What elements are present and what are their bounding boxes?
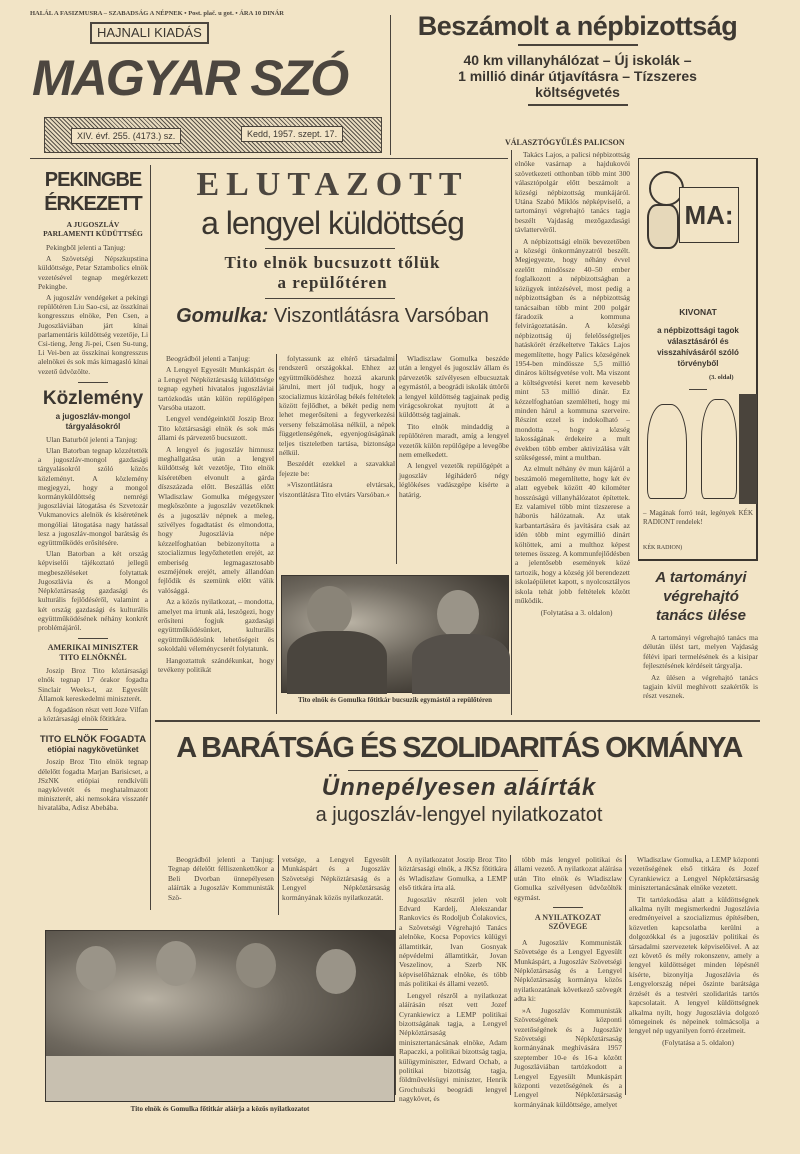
signing-photo-caption: Tito elnök és Gomulka főtitkár aláírja a közös nyilatkozatot bbox=[130, 1105, 310, 1113]
photo-figure bbox=[437, 590, 479, 638]
kozlemeny-subhead: a jugoszláv-mongol tárgyalásokról bbox=[55, 411, 131, 431]
paragraph: Hangoztattuk szándékunkat, hogy tevékeny politikát bbox=[158, 655, 274, 674]
photo-table bbox=[46, 1056, 394, 1101]
tito-fogadta-article bbox=[38, 734, 148, 755]
issue-date: Kedd, 1957. szept. 17. bbox=[241, 126, 343, 142]
customer-cartoon-icon bbox=[701, 399, 737, 499]
paragraph: (Folytatása a 5. oldalon) bbox=[662, 1037, 734, 1047]
paragraph: Lengyel részről a nyilatkozat aláírásán részt vett Jozef Cyrankiewicz a LEMP politikai bizottságának tagja, a Lengyel Népköztársaság minisztertanácsának elnöke, Adam Rapaczki, a politikai bizottság tagja, külügyminiszter, Edward Ochab, a politikai bizottság tagja, földművelésügyi miniszter, Henrik Grochulszki beográdi lengyel nagykövet, és bbox=[399, 990, 507, 1104]
nyilatkozat-heading: A NYILATKOZAT SZÖVEGE bbox=[534, 913, 602, 932]
column-rule bbox=[278, 855, 279, 915]
elutazott-article-header bbox=[155, 166, 510, 328]
elutazott-headline: ELUTAZOTT bbox=[196, 166, 469, 203]
paragraph: Joszip Broz Tito elnök tegnap délelőtt fogadta Marjan Barisicset, a JSzNK etiópiai rendkívüli nagykövetét és meghatalmazott miniszterét, aki nemsokára visszatér hivatalába, Adisz Abebába. bbox=[38, 757, 148, 813]
top-story-subhead-1: 40 km villanyhálózat – Új iskolák – bbox=[463, 52, 692, 68]
paragraph: Beográdból jelenti a Tanjug: bbox=[166, 354, 251, 363]
cartoon-box-title: KIVONAT bbox=[679, 307, 717, 317]
divider bbox=[348, 770, 538, 771]
paragraph: A nyilatkozatot Joszip Broz Tito köztársasági elnök, a JKSz főtitkára és Wladiszlaw Gomulka, a LEMP első titkára írta alá. bbox=[399, 855, 507, 893]
paragraph: »A Jugoszláv Kommunisták Szövetségének központi vezetőségének és a Jugoszláv Szövetségi Népköztársaság kormányának meghívására 1957 szeptember 10-e és 16-a között Jugoszláviában tartózkodott a Lengyel Egyesült Munkáspárt központi vezetőségének és a Lengyel Népköztársaság kormányának küldöttsége, amelyet bbox=[514, 1005, 622, 1109]
okmany-col-5 bbox=[629, 855, 759, 1049]
okmany-headline: A BARÁTSÁG ÉS SZOLIDARITÁS OKMÁNYA bbox=[176, 732, 742, 764]
signing-photo bbox=[45, 930, 395, 1102]
okmany-col-1: Beográdból jelenti a Tanjug: Tegnap délelőtt félliszenkettőkor a Beli Dvorban ünnepélyesen aláírták a Jugoszláv Kommunisták Szö- bbox=[168, 855, 274, 902]
pekingbe-headline: PEKINGBE bbox=[44, 169, 142, 191]
elutazott-col-1 bbox=[158, 354, 274, 676]
top-story-kicker: VÁLASZTÓGYŰLÉS PALICSON bbox=[505, 138, 625, 147]
paragraph: Pekingből jelenti a Tanjug: bbox=[46, 243, 126, 252]
tito-fogadta-headline: TITO ELNÖK FOGADTA bbox=[39, 734, 147, 746]
column-rule bbox=[395, 855, 396, 1095]
column-rule bbox=[396, 354, 397, 564]
pekingbe-body bbox=[38, 243, 148, 378]
paragraph: A Jugoszláv Kommunisták Szövetsége és a Lengyel Egyesült Munkáspárt, a Jugoszláv Szövetségi Népköztársaság és a Lengyel Népköztársaság kormánya közös nyilatkozatának következő szövegét adta ki: bbox=[514, 937, 622, 1004]
okmany-col-4 bbox=[514, 855, 622, 1111]
ad-footnote: KÉK RADION) bbox=[643, 545, 683, 551]
issue-number: XIV. évf. 255. (4173.) sz. bbox=[71, 128, 181, 144]
photo-figure bbox=[412, 634, 510, 694]
top-story-header bbox=[395, 10, 760, 106]
top-story-headline: Beszámolt a népbizottság bbox=[417, 11, 738, 41]
column-rule bbox=[510, 855, 511, 1095]
gomulka-quote-speaker: Gomulka: bbox=[176, 305, 269, 327]
kozlemeny-article bbox=[38, 387, 148, 435]
column-rule bbox=[625, 855, 626, 1095]
paragraph: Beszédét ezekkel a szavakkal fejezte be: bbox=[279, 459, 395, 478]
paragraph: A Lengyel Egyesült Munkáspárt és a Lengyel Népköztársaság küldöttsége tegnap egyheti hivatalos jugoszláviai tartózkodás után külön repülőgépen Varsóba utazott. bbox=[158, 365, 274, 413]
column-rule bbox=[511, 150, 512, 715]
okmany-header bbox=[158, 728, 760, 828]
photo-figure bbox=[156, 941, 196, 986]
elutazott-subhead-2: a repülőtéren bbox=[277, 273, 388, 292]
paragraph: A fogadáson részt vett Joze Vilfan a köztársasági elnök főtitkára. bbox=[38, 704, 148, 724]
paragraph: Ulan Batorban tegnap közzétették a jugoszláv-mongol gazdasági tárgyalásokról szóló közös közleményt. A közlemény megjegyzi, hogy a mongol kormányküldöttség nemrégi jugoszláviai látogatása és Szvetozár Vukmanovics alelnök és kíséretének mongóliai látogatása nagy hatással lesz a jugoszláv-mongol barátság és együttműködés erősítésére. bbox=[38, 446, 148, 548]
paragraph: Wladiszlaw Gomulka, a LEMP központi vezetőségének első titkára és Jozef Cyrankiewicz a Lengyel Népköztársaság minisztertanácsának elnöke vezetett. bbox=[629, 855, 759, 893]
cartoon-box-text: a népbizottsági tagok választásáról és visszahívásáról szóló törvényből bbox=[657, 326, 739, 368]
pekingbe-headline-2: ÉRKEZETT bbox=[44, 193, 142, 215]
cartoon-sign: MA: bbox=[679, 187, 739, 243]
divider bbox=[265, 298, 395, 299]
section-rule bbox=[155, 720, 760, 722]
ad-caption: – Magának forró teát, legények KÉK RADIONT rendelek! bbox=[643, 509, 753, 527]
cartoon-box bbox=[638, 158, 758, 561]
paragraph: Ulan Batorban a két ország képviselői tájékoztató jellegű megbeszéléseket folytattak Jugoszlávia és a Mongol Népköztársaság gazdasági és kulturális fejlődéséről, valamint a két ország gazdasági és kulturális együttműködésének néhány konkrét problémájáról. bbox=[38, 549, 148, 632]
paragraph: folytassunk az eltérő társadalmi rendszerű országokkal. Ehhez az együttműködéshez hozzá akarunk járulni, mert jól tudjuk, hogy a szocializmus kizárólag békés feltételek között fejlődhet, a békét pedig nem lehet megerősíteni a fegyverkezési verseny felszámolása nélkül, a népek függetlenségének, egyenjogúságának teljes tiszteletben tartása, biztonsága nélkül. bbox=[279, 354, 395, 458]
farewell-photo-caption: Tito elnök és Gomulka főtitkár bucsuzik egymástól a repülőtéren bbox=[298, 696, 492, 704]
newsboy-body bbox=[647, 204, 679, 249]
gomulka-quote-text: Viszontlátásra Varsóban bbox=[273, 305, 489, 327]
masthead-slogan: HALÁL A FASIZMUSRA – SZABADSÁG A NÉPNEK • Post. plač. u got. • ÁRA 10 DINÁR bbox=[30, 10, 284, 17]
paragraph: Takács Lajos, a palicsi népbizottság elnöke vasárnap a hajdukovói szövetkezeti otthonban több mint 300 választópolgár előtt beszámolt a községi népbizottság munkájáról. Utána Szabó Miklós népképviselő, a tartományi végrehajtó tanács tagja beszélt Vajdaság mezőgazdasági távlattervéről. bbox=[515, 150, 630, 235]
elutazott-headline-2: a lengyel küldöttség bbox=[201, 205, 464, 241]
left-column bbox=[38, 168, 148, 815]
paragraph: Tit tartózkodása alatt a küldöttségnek alkalma nyílt megismerkedni Jugoszlávia eredményeivel a szocializmus építésében, közvetlen kapcsolatba kerülni a dolgozókkal és a jugoszláv politikai és társadalmi szervezetek képviselőivel. A az ezt követő és mély rokonszenv, amely a lengyel küldöttséget minden lépésnél kísérte, bizonyítja Jugoszlávia és Lengyelország népei őszinte barátsága érzését és a testvéri szolidaritás tartós kapcsolatait. A lengyel küldöttségnek alkalma nyílt, hogy Jugoszlávia dolgozó tömegeinek és népeinek tolmácsolja a lengyel nép ugyanilyen forró érzelmeit. bbox=[629, 894, 759, 1036]
tartomanyi-body bbox=[643, 633, 758, 703]
paragraph: Wladiszlaw Gomulka beszéde után a lengyel és jugoszláv állam és párvezetők szívélyesen elbucsuztak egymástól, a beográdi iskolák úttörői a lengyel küldöttség tagjainak pedig virágcsokrokat nyujtott át a küldöttség tagjainak. bbox=[399, 354, 509, 420]
kozlemeny-body bbox=[38, 435, 148, 634]
masthead bbox=[30, 10, 388, 155]
divider bbox=[78, 638, 108, 639]
issue-bar bbox=[44, 117, 382, 153]
paragraph: Az ülésen a végrehajtó tanács tagjain kívül meghívott szakértők is részt vesznek. bbox=[643, 672, 758, 701]
column-rule bbox=[150, 165, 151, 910]
okmany-subhead: Ünnepélyesen aláírták bbox=[321, 774, 597, 801]
photo-figure bbox=[287, 631, 387, 694]
photo-figure bbox=[307, 586, 352, 636]
divider bbox=[528, 104, 628, 106]
paragraph: A népbizottsági elnök bevezetőben a községi önkormányzatról beszélt. Megjegyezte, hogy néhány évvel ezelőtt mindössze 40–50 ember foglalkozott a népbizottságban a közügyek intézésével, most pedig a népbizottságban és a népbizottság tanácsaiban több mint 200 polgár fáradozik a kommuna felvirágoztatásán. A községi népbizottság új felelősségteljes hatáskörét érzékeltetve Takács Lajos megemlítette, hogy Palics községének 1954-ben mindössze 5,5 millió dináros költségvetése volt. Ma viszont a költségvetési keret nem kevesebb mint 53 millió dinár. Ez kézzelfoghatóan szemlélteti, hogy mi minden hárul a kommuna szerveire. Részint ezzel is indokolható – mondotta –, hogy a község lakosságának érdekeire a mult években több ember aktivizálása vált szükségessé, mint a multban. bbox=[515, 236, 630, 462]
paragraph: A lengyel vezetők repülőgépét a jugoszláv légiháderő négy léglökéses vadászgépe kísérte a határig. bbox=[399, 461, 509, 499]
divider bbox=[78, 729, 108, 730]
edition-stamp: HAJNALI KIADÁS bbox=[90, 22, 209, 44]
paragraph: Az a közös nyilatkozat, – mondotta, amelyet ma írtunk alá, leszögezi, hogy erősíteni fogjuk gazdasági együttműködésünket, kulturális együttműködésünk lehetőségeit és sokoldalú véleménycserét folytatunk. bbox=[158, 597, 274, 654]
gomulka-quote bbox=[155, 304, 510, 328]
paragraph: Joszip Broz Tito köztársasági elnök tegnap 17 órakor fogadta Sinclair Weeks-t, az Egyesült Államok kereskedelmi miniszterét. bbox=[38, 666, 148, 703]
photo-figure bbox=[76, 946, 116, 991]
paragraph: A Szövetségi Népszkupstina küldöttsége, Petar Sztambolics elnök vezetésével tegnap megérkezett Pekingbe. bbox=[38, 254, 148, 291]
paragraph: A lengyel és jugoszláv himnusz meghallgatása után a lengyel küldöttség két vezetője, Tito elnök kíséretében elvonult a gárda díszszázada előtt. Beszállás előtt Wladiszlaw Gomulka mégegyszer megköszönte a jugoszláv vezetőknek és a jugoszláv népnek a meleg, szívélyes fogadtatást és elmondotta, hogy Jugoszlávia népe kézzelfoghatóan bebizonyította a szocializmus legyőzhetetlen erejét, az emberiség legmagasztosabb eszméjének erejét, amely állandóan fejlődik és szemünk előtt válik valósággá. bbox=[158, 444, 274, 595]
paragraph: (Folytatása a 3. oldalon) bbox=[540, 607, 613, 617]
paragraph: A tartományi végrehajtó tanács ma délután ülést tart, melyen Vajdaság félévi ipari termelésének és a kisipar fejlesztésének kérdéseit tárgyalja. bbox=[643, 633, 758, 671]
photo-figure bbox=[236, 943, 276, 988]
wall-shadow bbox=[739, 394, 757, 504]
paragraph: Lengyel vendégeinktől Joszip Broz Tito köztársasági elnök és sok más állami és párvezető bucsuzott. bbox=[158, 414, 274, 443]
paragraph: Ulan Baturból jelenti a Tanjug: bbox=[46, 434, 138, 444]
tito-fogadta-subhead: etiópiai nagykövetünket bbox=[47, 745, 139, 755]
paragraph: A jugoszláv vendégeket a pekingi repülőtéren Liu Sao-csi, az összkínai kongresszus elnöke, Pen Csen, a Jugoszláviában járt kínai parlamentáris küldöttség vezetője, Li Csi-tieng, Jeng Ji-pei, Csen Su-tung, Li Vei-ben az összkínai kongresszus alelnökei és sok más kimagasló kínai vezető üdvözölte. bbox=[38, 293, 148, 376]
divider bbox=[553, 907, 583, 908]
okmany-col-2: vetsége, a Lengyel Egyesült Munkáspárt és a Jugoszláv Szövetségi Népköztársaság és a Lengyel Népköztársaság kormányának közös nyilatkozatát. bbox=[282, 855, 390, 902]
newspaper-logo: MAGYAR SZÓ bbox=[32, 50, 348, 106]
amerikai-body bbox=[38, 666, 148, 725]
elutazott-col-3 bbox=[399, 354, 509, 501]
masthead-divider bbox=[390, 15, 391, 155]
divider bbox=[518, 44, 638, 46]
top-story-body bbox=[515, 150, 630, 619]
divider bbox=[689, 389, 707, 390]
farewell-photo bbox=[281, 575, 509, 693]
paragraph: Tito elnök mindaddig a repülőtéren maradt, amíg a lengyel vezetők külön repülőgépe a levegőbe nem emelkedett. bbox=[399, 421, 509, 460]
divider bbox=[265, 248, 395, 249]
kozlemeny-headline: Közlemény bbox=[42, 387, 144, 409]
paragraph: Jugoszláv részről jelen volt Edvard Kardelj, Alekszandar Rankovics és Rodoljub Čolakovics, a Szövetségi Végrehajtó Tanács alelnöke, Kocsa Popovics külügyi államtitkár, Ivan Gosnyak népvédelmi államtitkár, Jovan Veszelinov, a Szerb NK képviselőháznak elnöke, és több más politikai és állami vezető. bbox=[399, 894, 507, 989]
top-story-subhead-2: 1 millió dinár útjavításra – Tízszeres bbox=[458, 68, 697, 84]
cartoon-box-page-ref: (3. oldal) bbox=[709, 374, 734, 381]
waiter-cartoon-icon bbox=[647, 404, 687, 499]
amerikai-headline: AMERIKAI MINISZTER TITO ELNÖKNÉL bbox=[47, 643, 139, 663]
elutazott-col-2 bbox=[279, 354, 395, 501]
tartomanyi-article bbox=[642, 568, 760, 625]
tartomanyi-headline: A tartományi végrehajtó tanács ülése bbox=[655, 569, 747, 624]
column-rule bbox=[276, 354, 277, 714]
section-rule bbox=[30, 158, 508, 159]
pekingbe-subhead: A JUGOSZLÁV PARLAMENTI KÜDÜTTSÉG bbox=[43, 220, 143, 238]
elutazott-subhead: Tito elnök bucsuzott tőlük bbox=[224, 253, 441, 272]
divider bbox=[78, 382, 108, 383]
paragraph: »Viszontlátásra elvtársak, viszontlátásra Tito elvtárs Varsóban.« bbox=[279, 480, 395, 499]
pekingbe-article bbox=[38, 168, 148, 243]
tito-fogadta-body bbox=[38, 757, 148, 814]
top-story-subhead-3: költségvetés bbox=[535, 84, 620, 100]
photo-figure bbox=[316, 949, 356, 994]
okmany-col-3 bbox=[399, 855, 507, 1106]
paragraph: több más lengyel politikai és állami vezető. A nyilatkozat aláírása után Tito elnök és Wladiszlaw Gomulka szívélyesen üdvözölték egymást. bbox=[514, 855, 622, 902]
okmany-subhead-2: a jugoszláv-lengyel nyilatkozatot bbox=[315, 804, 603, 826]
paragraph: Az elmult néhány év mun kájáról a beszámoló megemlítette, hogy két év alatt egyebek között 40 kilométer hosszúságú villanyhálózatot építettek. Ez valamivel több mint tízszerese a háborús hálózatnak. Az utak karbantartására és javítására csak az idén több mint egymillió dinárt költöttek, ami a multhoz képest tetemes összeg. A kommunfejlődésben a jelentősebb események közé tartozik, hogy a község jól berendezett iskolaépületet kapott, s nyolcosztályos iskola tehát jobb feltételek között működik. bbox=[515, 464, 630, 606]
